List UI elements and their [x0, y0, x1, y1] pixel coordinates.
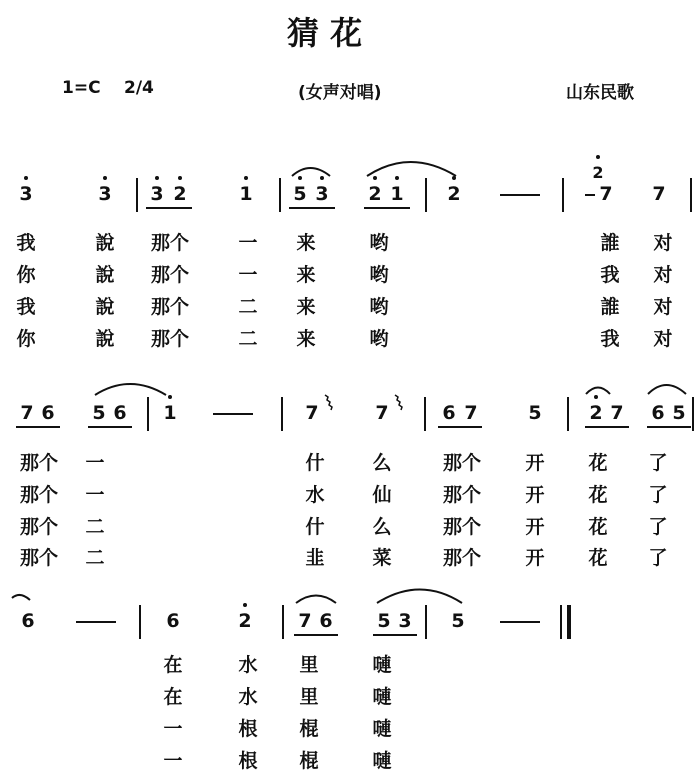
song-source: 山东民歌 — [566, 83, 634, 103]
note: 2 — [173, 183, 187, 205]
lyric: 說 — [95, 232, 115, 254]
lyric: 那个 — [150, 264, 189, 286]
note: 3 — [98, 183, 112, 205]
lyric: 那个 — [19, 484, 58, 506]
lyric: 里 — [299, 686, 319, 708]
note: 7 — [375, 402, 389, 424]
lyric: 花 — [588, 547, 608, 569]
lyric: 那个 — [19, 547, 58, 569]
lyric: 了 — [648, 484, 668, 506]
lyric: 我 — [16, 232, 36, 254]
lyric: 来 — [296, 328, 316, 350]
lyric: 么 — [372, 516, 392, 538]
lyric: 对 — [653, 264, 673, 286]
lyric: 仙 — [372, 484, 392, 506]
lyric: 棍 — [299, 718, 319, 740]
lyric: 說 — [95, 328, 115, 350]
lyric: 根 — [238, 750, 258, 772]
note: 3 — [19, 183, 33, 205]
note: 5 — [528, 402, 542, 424]
lyric: 来 — [296, 264, 316, 286]
lyric: 說 — [95, 296, 115, 318]
lyric: 什 — [305, 452, 325, 474]
note: 7 — [610, 402, 624, 424]
note: 5 — [672, 402, 686, 424]
note: 1 — [390, 183, 404, 205]
lyric: 一 — [238, 264, 258, 286]
lyric: 那个 — [150, 328, 189, 350]
note: 3 — [150, 183, 164, 205]
song-title: 猜 花 — [287, 14, 363, 52]
lyric: 哟 — [369, 328, 389, 350]
lyric: 一 — [85, 452, 105, 474]
lyric: 了 — [648, 452, 668, 474]
lyric: 对 — [653, 296, 673, 318]
lyric: 水 — [305, 484, 325, 506]
lyric: 哟 — [369, 232, 389, 254]
lyric: 花 — [588, 452, 608, 474]
lyric: 一 — [163, 718, 183, 740]
lyric: 开 — [525, 547, 545, 569]
lyric: 在 — [163, 686, 183, 708]
performance-note: (女声对唱) — [298, 83, 382, 103]
lyric: 么 — [372, 452, 392, 474]
lyric: 了 — [648, 547, 668, 569]
note: 6 — [442, 402, 456, 424]
lyric: 那个 — [442, 484, 481, 506]
lyric: 我 — [600, 328, 620, 350]
note: 6 — [166, 610, 180, 632]
note: 7 — [652, 183, 666, 205]
note: 2 — [589, 402, 603, 424]
lyric: 里 — [299, 654, 319, 676]
note: 6 — [21, 610, 35, 632]
lyric: 水 — [238, 654, 258, 676]
lyric: 二 — [238, 296, 258, 318]
lyric: 哟 — [369, 264, 389, 286]
lyric: 那个 — [150, 296, 189, 318]
lyric: 誰 — [600, 232, 620, 254]
note: 6 — [651, 402, 665, 424]
note: 7 — [305, 402, 319, 424]
lyric: 开 — [525, 452, 545, 474]
note: 2 — [447, 183, 461, 205]
note: 2 — [368, 183, 382, 205]
note: 5 — [377, 610, 391, 632]
lyric: 那个 — [150, 232, 189, 254]
note: 7 — [298, 610, 312, 632]
lyric: 对 — [653, 232, 673, 254]
lyric: 在 — [163, 654, 183, 676]
note: 3 — [315, 183, 329, 205]
lyric: 嗹 — [372, 718, 392, 740]
note: 6 — [41, 402, 55, 424]
lyric: 花 — [588, 516, 608, 538]
lyric: 水 — [238, 686, 258, 708]
note: 6 — [113, 402, 127, 424]
lyric: 二 — [238, 328, 258, 350]
lyric: 什 — [305, 516, 325, 538]
note: 5 — [451, 610, 465, 632]
lyric: 开 — [525, 516, 545, 538]
lyric: 一 — [163, 750, 183, 772]
note: 7 — [599, 183, 613, 205]
lyric: 你 — [16, 264, 36, 286]
lyric: 花 — [588, 484, 608, 506]
lyric: 那个 — [442, 452, 481, 474]
note: 5 — [92, 402, 106, 424]
note: 5 — [293, 183, 307, 205]
lyric: 那个 — [442, 516, 481, 538]
note: 7 — [20, 402, 34, 424]
lyric: 开 — [525, 484, 545, 506]
lyric: 根 — [238, 718, 258, 740]
lyric: 菜 — [372, 547, 392, 569]
lyric: 一 — [238, 232, 258, 254]
note: 1 — [163, 402, 177, 424]
lyric: 誰 — [600, 296, 620, 318]
note: 2 — [592, 163, 604, 182]
lyric: 对 — [653, 328, 673, 350]
lyric: 那个 — [19, 452, 58, 474]
time-signature: 2/4 — [124, 78, 154, 98]
note: 6 — [319, 610, 333, 632]
lyric: 嗹 — [372, 654, 392, 676]
lyric: 一 — [85, 484, 105, 506]
lyric: 来 — [296, 296, 316, 318]
note: 1 — [239, 183, 253, 205]
lyric: 那个 — [442, 547, 481, 569]
lyric: 那个 — [19, 516, 58, 538]
lyric: 棍 — [299, 750, 319, 772]
lyric: 哟 — [369, 296, 389, 318]
note: 3 — [398, 610, 412, 632]
lyric: 我 — [600, 264, 620, 286]
lyric: 韭 — [305, 547, 325, 569]
key-signature: 1=C — [62, 78, 101, 98]
lyric: 說 — [95, 264, 115, 286]
lyric: 你 — [16, 328, 36, 350]
lyric: 了 — [648, 516, 668, 538]
lyric: 我 — [16, 296, 36, 318]
lyric: 二 — [85, 547, 105, 569]
lyric: 二 — [85, 516, 105, 538]
lyric: 嗹 — [372, 750, 392, 772]
lyric: 嗹 — [372, 686, 392, 708]
lyric: 来 — [296, 232, 316, 254]
note: 2 — [238, 610, 252, 632]
note: 7 — [464, 402, 478, 424]
